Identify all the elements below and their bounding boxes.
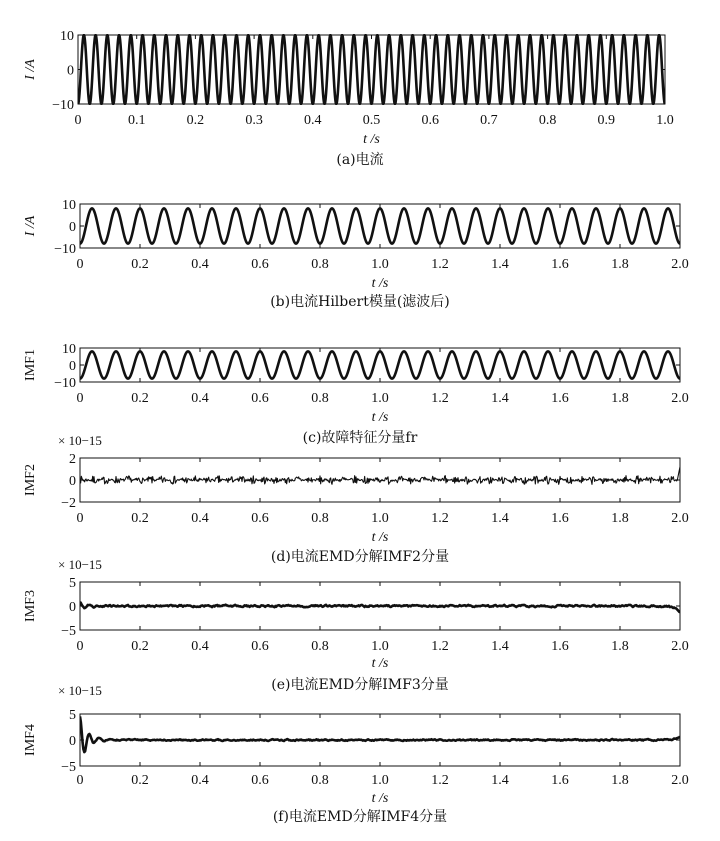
panel-d [23, 433, 689, 565]
x-tick-label: 1.6 [551, 773, 569, 788]
x-tick-label: 1.0 [656, 113, 674, 128]
y-tick-label: −10 [54, 242, 76, 257]
x-tick-label: 0 [74, 113, 82, 128]
x-tick-label: 0.9 [597, 113, 616, 128]
x-tick-label: 0.8 [311, 511, 329, 526]
x-tick-label: 0.8 [311, 257, 329, 272]
y-axis-label: I /A [23, 59, 38, 80]
x-axis-label: t /s [371, 530, 389, 545]
x-tick-label: 0.4 [304, 113, 322, 128]
x-tick-label: 0.6 [251, 511, 269, 526]
y-tick-label: 0 [69, 600, 76, 615]
x-tick-label: 0.4 [191, 511, 209, 526]
x-tick-label: 1.4 [491, 257, 509, 272]
x-tick-label: 0.4 [191, 391, 209, 406]
x-axis-label: t /s [371, 791, 389, 806]
x-tick-label: 1.8 [611, 511, 629, 526]
x-tick-label: 0 [76, 391, 84, 406]
x-tick-label: 1.8 [611, 773, 629, 788]
x-tick-label: 0 [76, 773, 84, 788]
x-tick-label: 1.0 [371, 257, 389, 272]
y-tick-label: 0 [69, 474, 76, 489]
x-tick-label: 1.4 [491, 773, 509, 788]
x-tick-label: 0.2 [131, 257, 149, 272]
y-tick-label: 5 [69, 576, 76, 591]
x-tick-label: 0.6 [251, 639, 269, 654]
y-axis-label: I /A [23, 215, 38, 237]
x-tick-label: 2.0 [671, 511, 689, 526]
y-tick-label: 10 [60, 29, 74, 44]
y-tick-label: −5 [61, 760, 76, 775]
panel-caption: (c)故障特征分量fr [302, 430, 418, 446]
y-tick-label: 0 [67, 63, 74, 79]
x-tick-label: 0 [76, 257, 84, 272]
y-tick-label: −10 [54, 376, 76, 391]
panel-a [23, 29, 674, 168]
x-tick-label: 1.2 [431, 257, 449, 272]
series-line-f-0 [80, 716, 680, 752]
x-tick-label: 0.8 [311, 391, 329, 406]
x-tick-label: 2.0 [671, 773, 689, 788]
y-tick-label: 2 [69, 452, 76, 467]
y-exponent-label: × 10−15 [58, 433, 102, 448]
y-tick-label: −2 [61, 496, 76, 511]
x-tick-label: 0 [76, 511, 84, 526]
x-tick-label: 0.8 [311, 639, 329, 654]
x-tick-label: 1.6 [551, 511, 569, 526]
y-tick-label: 10 [62, 342, 76, 357]
panel-f [23, 683, 689, 825]
x-tick-label: 1.0 [371, 511, 389, 526]
x-tick-label: 1.6 [551, 257, 569, 272]
y-tick-label: 0 [69, 734, 76, 749]
x-tick-label: 0.3 [245, 113, 263, 128]
series-line-c-0 [80, 351, 680, 378]
panel-b [23, 198, 689, 310]
x-tick-label: 1.8 [611, 639, 629, 654]
x-tick-label: 1.0 [371, 773, 389, 788]
x-tick-label: 1.0 [371, 639, 389, 654]
y-axis-label: IMF3 [23, 590, 38, 622]
x-tick-label: 0.8 [538, 113, 557, 128]
x-tick-label: 2.0 [671, 257, 689, 272]
x-axis-label: t /s [371, 410, 389, 425]
y-axis-label: IMF4 [23, 724, 38, 756]
x-tick-label: 0.4 [191, 257, 209, 272]
y-axis-label: IMF1 [23, 349, 38, 381]
x-tick-label: 0.5 [362, 113, 381, 128]
x-tick-label: 1.8 [611, 391, 629, 406]
y-tick-label: 0 [69, 220, 76, 235]
x-tick-label: 1.4 [491, 391, 509, 406]
y-tick-label: −5 [61, 624, 76, 639]
x-tick-label: 1.2 [431, 511, 449, 526]
x-tick-label: 0 [76, 639, 84, 654]
x-tick-label: 2.0 [671, 391, 689, 406]
panel-caption: (e)电流EMD分解IMF3分量 [271, 677, 449, 693]
x-tick-label: 1.4 [491, 639, 509, 654]
x-axis-label: t /s [371, 276, 389, 291]
x-tick-label: 0.6 [251, 391, 269, 406]
x-tick-label: 0.2 [186, 113, 205, 128]
y-tick-label: −10 [52, 98, 74, 113]
series-line-e-0 [80, 602, 680, 612]
panel-caption: (b)电流Hilbert模量(滤波后) [270, 294, 450, 310]
panel-c [23, 342, 689, 446]
x-tick-label: 1.6 [551, 391, 569, 406]
y-tick-label: 10 [62, 198, 76, 213]
x-tick-label: 0.2 [131, 511, 149, 526]
x-tick-label: 1.8 [611, 257, 629, 272]
x-tick-label: 0.6 [251, 257, 269, 272]
series-line-d-0 [80, 467, 680, 485]
axes-frame [78, 35, 665, 104]
x-axis-label: t /s [371, 656, 389, 671]
panel-caption: (a)电流 [336, 152, 384, 168]
x-tick-label: 2.0 [671, 639, 689, 654]
panel-e [23, 557, 689, 693]
x-tick-label: 0.2 [131, 391, 149, 406]
panel-caption: (d)电流EMD分解IMF2分量 [270, 549, 450, 565]
x-tick-label: 0.7 [480, 113, 498, 128]
x-axis-label: t /s [363, 132, 380, 147]
x-tick-label: 1.0 [371, 391, 389, 406]
x-tick-label: 0.4 [191, 773, 209, 788]
x-tick-label: 0.8 [311, 773, 329, 788]
x-tick-label: 1.6 [551, 639, 569, 654]
y-axis-label: IMF2 [23, 464, 38, 496]
x-tick-label: 1.4 [491, 511, 509, 526]
x-tick-label: 0.4 [191, 639, 209, 654]
y-tick-label: 5 [69, 708, 76, 723]
y-tick-label: 0 [69, 359, 76, 374]
x-tick-label: 0.2 [131, 773, 149, 788]
x-tick-label: 0.6 [251, 773, 269, 788]
series-line-b-0 [80, 208, 680, 243]
y-exponent-label: × 10−15 [58, 683, 102, 698]
x-tick-label: 1.2 [431, 391, 449, 406]
x-tick-label: 1.2 [431, 773, 449, 788]
panel-caption: (f)电流EMD分解IMF4分量 [272, 809, 448, 825]
x-tick-label: 0.6 [421, 113, 439, 128]
x-tick-label: 1.2 [431, 639, 449, 654]
y-exponent-label: × 10−15 [58, 557, 102, 572]
x-tick-label: 0.2 [131, 639, 149, 654]
series-line-a-0 [78, 35, 665, 104]
x-tick-label: 0.1 [127, 113, 146, 128]
